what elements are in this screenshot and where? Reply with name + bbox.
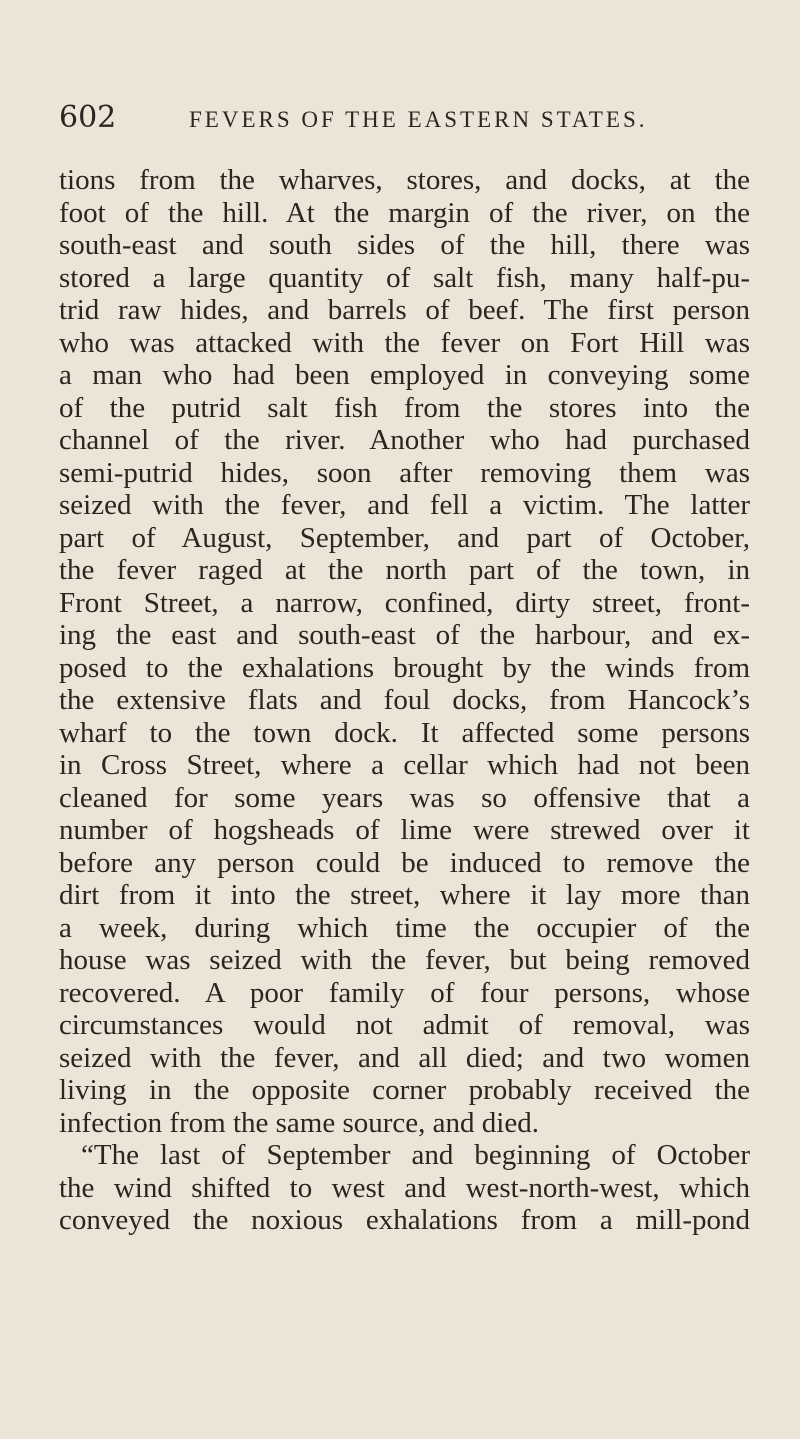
text-line: a man who had been employed in conveying some [59, 359, 750, 391]
running-head [59, 100, 750, 144]
text-line: dirt from it into the street, where it lay more than [59, 879, 750, 911]
text-line: south-east and south sides of the hill, there was [59, 229, 750, 261]
text-line: the extensive flats and foul docks, from Hancock’s [59, 684, 750, 716]
text-line: posed to the exhalations brought by the winds from [59, 651, 750, 684]
text-line: of the putrid salt fish from the stores into the [59, 391, 750, 424]
text-line: infection from the same source, and died. [59, 1106, 539, 1139]
text-line: trid raw hides, and barrels of beef. The first person [59, 294, 750, 326]
text-line: channel of the river. Another who had purchased [59, 424, 750, 456]
page-number: 602 [59, 100, 117, 135]
text-line: before any person could be induced to remove the [59, 846, 750, 879]
text-line: circumstances would not admit of removal, was [59, 1009, 750, 1041]
text-line: house was seized with the fever, but being removed [59, 944, 750, 976]
text-line: “The last of September and beginning of October [81, 1139, 750, 1171]
text-line: tions from the wharves, stores, and docks, at the [59, 164, 750, 196]
text-line: stored a large quantity of salt fish, many half-pu- [59, 261, 750, 294]
text-line: wharf to the town dock. It affected some persons [59, 716, 750, 749]
text-line: the wind shifted to west and west-north-west, which [59, 1171, 750, 1204]
text-line: seized with the fever, and all died; and two women [59, 1041, 750, 1074]
text-line: recovered. A poor family of four persons, whose [59, 976, 750, 1009]
text-line: cleaned for some years was so offensive that a [59, 781, 750, 814]
text-line: who was attacked with the fever on Fort Hill was [59, 326, 750, 359]
text-line: living in the opposite corner probably received the [59, 1074, 750, 1106]
text-line: Front Street, a narrow, confined, dirty street, front- [59, 586, 750, 619]
body-text [59, 164, 750, 1237]
text-line: part of August, September, and part of October, [59, 521, 750, 554]
text-line: ing the east and south-east of the harbour, and ex- [59, 619, 750, 651]
text-line: in Cross Street, where a cellar which had not been [59, 749, 750, 781]
text-line: seized with the fever, and fell a victim. The latter [59, 489, 750, 521]
text-line: number of hogsheads of lime were strewed over it [59, 814, 750, 846]
text-line: conveyed the noxious exhalations from a mill-pond [59, 1204, 750, 1236]
text-line: the fever raged at the north part of the town, in [59, 554, 750, 586]
text-line: foot of the hill. At the margin of the river, on the [59, 196, 750, 229]
text-line: a week, during which time the occupier of the [59, 911, 750, 944]
running-title: FEVERS OF THE EASTERN STATES. [189, 107, 648, 132]
text-line: semi-putrid hides, soon after removing them was [59, 456, 750, 489]
